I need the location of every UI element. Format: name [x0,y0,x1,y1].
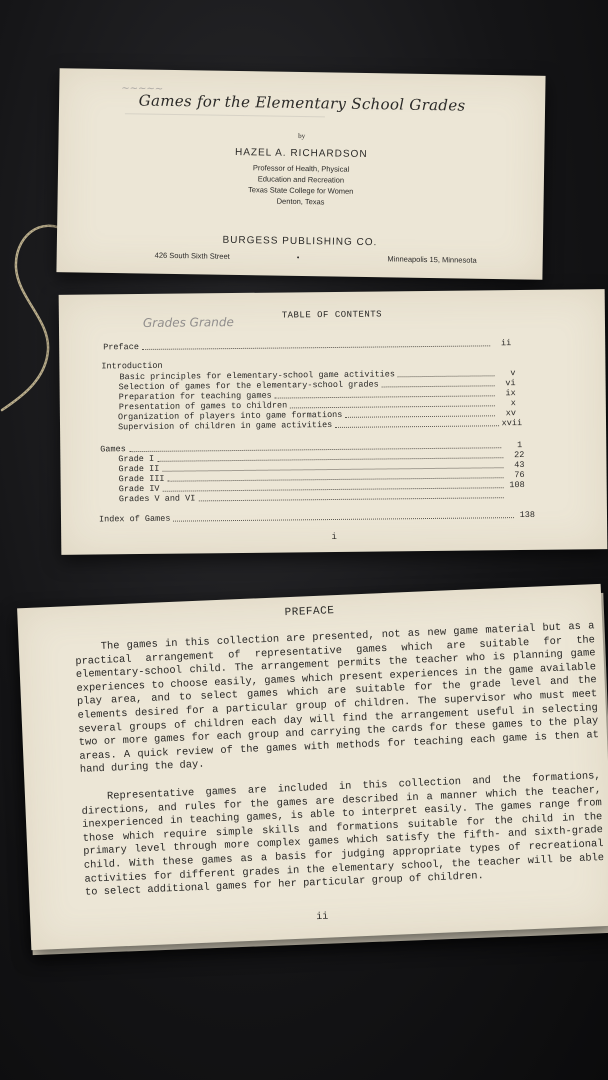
leader-dots [382,385,495,387]
toc-page: 1 [517,440,523,451]
affiliation-line: Texas State College for Women [248,185,354,196]
table-of-contents-card [59,289,608,555]
affiliation-line: Education and Recreation [257,174,345,185]
toc-label: Basic principles for elementary-school game activities [119,369,396,383]
toc-row-index [99,510,535,525]
toc-label: Grade II [118,463,160,475]
preface-paragraph: The games in this collection are presented, not as new game material but as a practical arrangement of representative games which are suitable for the elementary-school child. The arrangement permits the teacher who is planning game experiences to choose easily, games which present experiences in the game available play area, and to select games which are suitable for the grade level and the elements desired for a particular group of children. The supervisor who must meet several groups of children each day will find the arrangement useful in selecting two or more games for each group and carrying the cards for these games to the play areas. A quick review of the games with methods for teaching each game is then at hand during the day. [75,620,600,777]
affiliation-line: Denton, Texas [276,196,325,207]
toc-label: Index of Games [98,513,171,525]
toc-row-preface [103,338,511,352]
title-card [56,68,545,280]
toc-label: Grade IV [118,483,160,495]
toc-page: 76 [514,469,525,481]
pencil-handwriting: Grades Grande [142,315,234,330]
preface-paragraph: Representative games are included in this collection and the formations, directions, and rules for the games are described in a manner which the teacher, inexperienced in teaching games, is able to interpret easily. The games range from those which require simple skills and formations suitable for the child in the primary level through more complex games which satisfy the fifth- and sixth-grade child. With these games as a basis for judging appropriate types of recreational activities for different grades in the elementary school, the teacher will be able to select additional games for her particular group of children. [81,770,605,899]
leader-dots [173,517,514,522]
publisher-name: BURGESS PUBLISHING CO. [222,234,378,249]
toc-section-introduction: Introduction [101,360,163,372]
by-label: by [298,131,306,141]
toc-label: Grade I [118,453,155,465]
page-number: ii [316,911,329,924]
toc-title: TABLE OF CONTENTS [281,309,383,321]
toc-page: xvii [501,418,523,429]
toc-label: Games [100,444,126,455]
toc-label: Selection of games for the elementary-school grades [118,379,379,393]
preface-card [17,584,608,950]
author-name: HAZEL A. RICHARDSON [234,146,368,161]
toc-label: Presentation of games to children [118,400,288,413]
separator-dot: • [296,252,300,262]
toc-label: Preface [103,342,139,353]
pencil-note-faint [125,113,325,117]
toc-label: Grade III [118,473,165,485]
leader-dots [345,415,495,418]
toc-page: 138 [519,509,536,521]
toc-page: ii [500,338,512,349]
toc-page: v [510,368,516,379]
publisher-address-city: Minneapolis 15, Minnesota [387,254,477,265]
toc-label: Grades V and VI [118,493,196,505]
toc-page: ix [505,388,516,399]
book-title: Games for the Elementary School Grades [138,91,466,115]
toc-page: xv [505,408,516,419]
preface-body [75,620,606,914]
toc-page: 108 [509,479,525,491]
toc-page: 43 [514,459,525,471]
publisher-address-street: 426 South Sixth Street [154,250,230,261]
leader-dots [198,497,503,501]
toc-page: vi [505,378,516,389]
toc-label: Preparation for teaching games [118,390,272,403]
toc-page: 22 [514,449,525,461]
page-number: i [331,531,337,543]
toc-label: Organization of players into game formations [117,409,343,423]
leader-dots [398,375,495,377]
toc-page: x [510,398,516,409]
leader-dots [142,345,490,350]
affiliation-line: Professor of Health, Physical [252,163,350,174]
pencil-note-top: ~~~~~ [121,83,164,95]
preface-title: PREFACE [284,605,335,620]
toc-label: Supervision of children in game activities [117,420,333,433]
leader-dots [335,425,498,428]
